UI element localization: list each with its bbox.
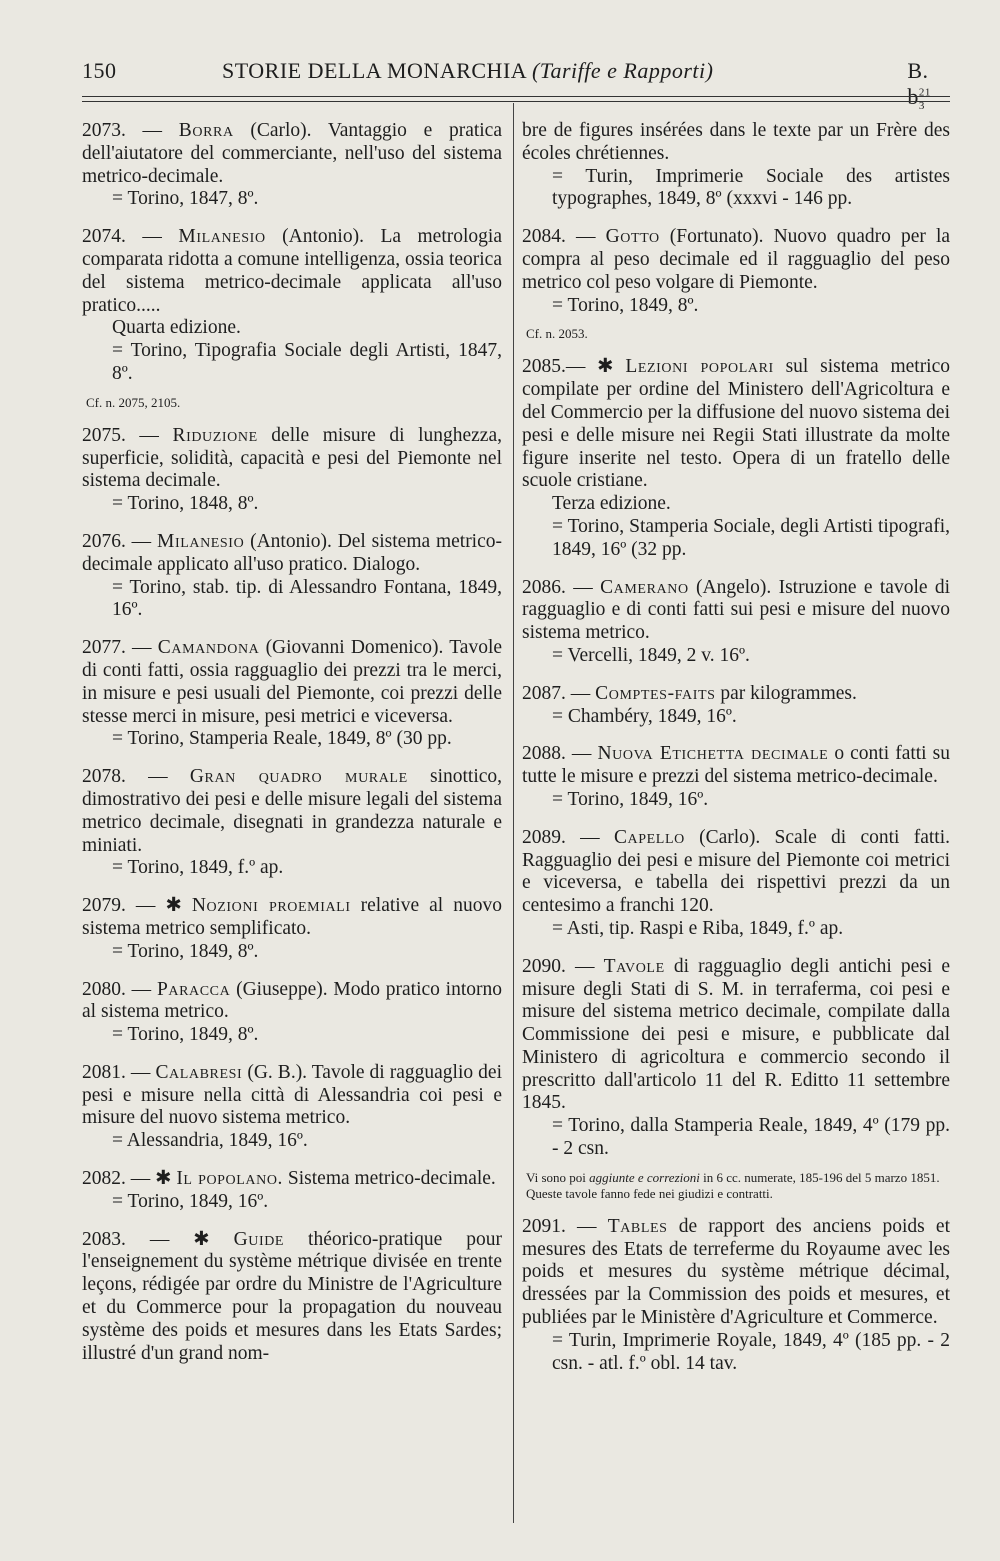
- entry-imprint: = Asti, tip. Raspi e Riba, 1849, f.º ap.: [552, 917, 844, 939]
- entry-heading: Guide: [233, 1228, 285, 1250]
- note-text: Queste tavole fanno fede nei giudizi e contratti.: [526, 1185, 773, 1201]
- signature-text: B. b: [907, 58, 929, 109]
- note-text: Vi sono poi: [526, 1169, 590, 1185]
- entry-2077: [82, 637, 502, 751]
- entry-number: 2083. — ✱: [82, 1228, 210, 1250]
- entry-heading: Tavole: [603, 955, 665, 977]
- footnote-aggiunte: [526, 1170, 950, 1202]
- entry-imprint: = Torino, Stamperia Sociale, degli Artisti tipografi, 1849, 16º (32 pp.: [552, 515, 950, 560]
- entry-2074: [82, 226, 502, 386]
- entry-imprint: = Torino, dalla Stamperia Reale, 1849, 4º (179 pp. - 2 csn.: [552, 1115, 950, 1160]
- entry-body: di ragguaglio degli antichi pesi e misure degli Stati di S. M. in terraferma, coi pesi e misure del sistema metrico decimale, compilate dalla Commissione dei pesi e misure, e pubblicate dal Ministero di agricoltura e commercio secondo il prescritto dall'articolo 11 del R. Editto 11 settembre 1845.: [522, 955, 951, 1114]
- entry-2090: [522, 956, 950, 1161]
- entry-imprint: = Torino, Stamperia Reale, 1849, 8º (30 pp.: [112, 728, 452, 750]
- header-rule: [82, 96, 950, 97]
- entry-number: 2090. —: [522, 955, 595, 977]
- entry-heading: Comptes-faits: [595, 682, 716, 704]
- entry-body: sul sistema metrico compilate per ordine del Ministero dell'Agricoltura e del Commercio per la diffusione del nuovo sistema dei pesi e delle misure nei Regii Stati illustrate da molte figure inserite nel testo. Opera di un fratello delle scuole cristiane.: [522, 356, 951, 492]
- entry-body: relative al nuovo sistema metrico semplificato.: [82, 895, 502, 939]
- entry-body: delle misure di lunghezza, superficie, solidità, capacità e pesi del Piemonte nel sistema decimale.: [82, 424, 502, 492]
- entry-edition: Terza edizione.: [552, 493, 671, 515]
- entry-imprint: = Torino, 1849, 16º.: [112, 1190, 269, 1212]
- entry-heading: Milanesio: [178, 226, 266, 248]
- entry-body: (Carlo). Vantaggio e pratica dell'aiutatore del commerciante, nell'uso del sistema metrico-decimale.: [82, 120, 502, 187]
- entry-imprint: = Turin, Imprimerie Royale, 1849, 4º (185 pp. - 2 csn. - atl. f.º obl. 14 tav.: [552, 1329, 950, 1374]
- entry-number: 2075. —: [82, 424, 159, 446]
- entry-2076: [82, 531, 502, 622]
- entry-imprint: = Chambéry, 1849, 16º.: [552, 705, 737, 727]
- entry-body: (Antonio). Del sistema metrico-decimale applicato all'uso pratico. Dialogo.: [82, 530, 503, 575]
- entry-heading: Paracca: [156, 978, 231, 1000]
- entry-body: (Fortunato). Nuovo quadro per la compra al peso decimale ed il ragguaglio del peso metrico col peso volgare di Piemonte.: [522, 226, 951, 293]
- entry-body: Sistema metrico-decimale.: [283, 1168, 496, 1190]
- entry-heading: Camandona: [157, 637, 260, 659]
- entry-imprint: = Torino, 1849, 8º.: [112, 1024, 259, 1046]
- signature-sub: 3: [918, 100, 925, 113]
- entry-body: théorico-pratique pour l'enseignement du système métrique divisée en trente leçons, rédigée par ordre du Ministre de l'Agriculture et du Commerce pour la propagation du nouveau système des poids et mesures dans les Etats Sardes; illustré d'un grand nom-: [82, 1228, 503, 1364]
- header-rule-thin: [82, 101, 950, 102]
- entry-number: 2081. —: [82, 1061, 151, 1083]
- entry-heading: Riduzione: [172, 424, 258, 446]
- entry-body: bre de figures insérées dans le texte par un Frère des écoles chrétiennes.: [522, 120, 950, 164]
- entry-edition: Quarta edizione.: [112, 317, 241, 339]
- entry-body: sinottico, dimostrativo dei pesi e delle misure legali del sistema metrico decimale, disegnati in grandezza naturale e miniati.: [82, 766, 503, 856]
- entry-2080: [82, 979, 502, 1047]
- entry-imprint: = Vercelli, 1849, 2 v. 16º.: [552, 644, 750, 666]
- entry-imprint: = Torino, Tipografia Sociale degli Artisti, 1847, 8º.: [112, 340, 502, 384]
- signature-sup: 21: [918, 86, 931, 99]
- entry-heading: Calabresi: [155, 1061, 243, 1083]
- entry-body: (Angelo). Istruzione e tavole di ragguaglio e di conti fatti sui pesi e misure del nuovo sistema metrico.: [522, 576, 951, 644]
- entry-number: 2087. —: [522, 682, 591, 704]
- entry-heading: Nozioni proemiali: [191, 895, 351, 917]
- entry-2073: [82, 120, 502, 211]
- note-italic: aggiunte e correzioni: [589, 1169, 700, 1185]
- page-number: 150: [82, 58, 117, 83]
- entry-number: 2073. —: [82, 120, 163, 141]
- entry-heading: Tables: [607, 1215, 668, 1237]
- entry-body: par kilogrammes.: [715, 682, 857, 704]
- entry-heading: Lezioni popolari: [625, 356, 774, 378]
- entry-number: 2076. —: [82, 530, 152, 552]
- column-divider: [513, 103, 514, 1523]
- entry-heading: Borra: [178, 120, 234, 141]
- entry-number: 2079. — ✱: [82, 895, 182, 917]
- entry-2075: [82, 425, 502, 516]
- entry-2083: [82, 1229, 502, 1366]
- note-text: in 6 cc. numerate, 185-196 del 5 marzo 1851.: [699, 1169, 940, 1185]
- entry-number: 2078. —: [82, 766, 168, 788]
- entry-body: de rapport des anciens poids et mesures des Etats de terreferme du Royaume avec les poids et mesures du système métrique décimal, dressées par la Commission des poids et mesures, et publiées par le Ministère d'Agriculture et Commerce.: [522, 1215, 950, 1329]
- running-title-main: STORIE DELLA MONARCHIA: [222, 58, 526, 83]
- entry-number: 2091. —: [522, 1215, 597, 1237]
- entry-heading: Il popolano.: [176, 1168, 284, 1190]
- entry-2083-continued: [522, 120, 950, 211]
- entry-body: (Giuseppe). Modo pratico intorno al sistema metrico.: [82, 978, 503, 1023]
- entry-body: (Antonio). La metrologia comparata ridotta a comune intelligenza, ossia teorica del sistema metrico-decimale applicata all'uso pratico.....: [82, 226, 502, 316]
- entry-2082: [82, 1168, 502, 1214]
- entry-imprint: = Torino, 1848, 8º.: [112, 493, 259, 515]
- entry-2088: [522, 743, 950, 811]
- entry-imprint: = Torino, 1847, 8º.: [112, 188, 259, 210]
- entry-number: 2080. —: [82, 978, 152, 1000]
- entry-heading: Gran quadro murale: [189, 766, 408, 788]
- entry-2078: [82, 766, 502, 880]
- left-column: [82, 120, 502, 1380]
- signature-mark: [907, 58, 952, 112]
- entry-imprint: = Alessandria, 1849, 16º.: [112, 1130, 308, 1152]
- running-title-sub: (Tariffe e Rapporti): [531, 58, 714, 83]
- entry-number: 2082. — ✱: [82, 1168, 172, 1190]
- entry-number: 2088. —: [522, 743, 592, 765]
- entry-number: 2089. —: [522, 826, 600, 848]
- entry-imprint: = Turin, Imprimerie Sociale des artistes typographes, 1849, 8º (xxxvi - 146 pp.: [552, 165, 950, 210]
- entry-imprint: = Torino, stab. tip. di Alessandro Fontana, 1849, 16º.: [112, 576, 502, 621]
- entry-heading: Camerano: [600, 576, 689, 598]
- entry-heading: Milanesio: [157, 530, 245, 552]
- entry-body: o conti fatti su tutte le misure e prezzi del sistema metrico-decimale.: [522, 743, 950, 788]
- entry-body: (Giovanni Domenico). Tavole di conti fatti, ossia ragguaglio dei prezzi tra le merci, in misure e pesi usuali del Piemonte, coi prezzi delle stesse merci in misure, pesi metrici e viceversa.: [82, 637, 503, 727]
- right-column: [522, 120, 950, 1390]
- entry-heading: Nuova Etichetta decimale: [597, 743, 829, 765]
- entry-imprint: = Torino, 1849, 16º.: [552, 788, 709, 810]
- entry-body: (G. B.). Tavole di ragguaglio dei pesi e misure nella città di Alessandria coi pesi e misure del nuovo sistema metrico.: [82, 1061, 502, 1129]
- entry-2086: [522, 577, 950, 668]
- entry-number: 2084. —: [522, 226, 596, 248]
- entry-imprint: = Torino, 1849, 8º.: [112, 940, 259, 962]
- entry-imprint: = Torino, 1849, f.º ap.: [112, 857, 284, 879]
- entry-2081: [82, 1062, 502, 1153]
- running-header: [82, 58, 952, 113]
- entry-2079: [82, 895, 502, 963]
- entry-2087: [522, 683, 950, 729]
- entry-2091: [522, 1216, 950, 1376]
- entry-number: 2074. —: [82, 226, 162, 248]
- cross-reference-note: Cf. n. 2053.: [526, 326, 588, 342]
- running-title: [222, 58, 713, 84]
- entry-heading: Gotto: [605, 226, 660, 248]
- entry-body: (Carlo). Scale di conti fatti. Ragguaglio dei pesi e misure del Piemonte coi metrici e viceversa, e tabella dei rispettivi prezzi da un centesimo a franchi 120.: [522, 826, 951, 917]
- cross-reference-note: Cf. n. 2075, 2105.: [86, 394, 181, 410]
- entry-heading: Capello: [613, 826, 685, 848]
- entry-2084: [522, 226, 950, 317]
- entry-number: 2077. —: [82, 637, 152, 659]
- entry-imprint: = Torino, 1849, 8º.: [552, 294, 699, 316]
- entry-2089: [522, 827, 950, 941]
- entry-2085: [522, 356, 950, 561]
- entry-number: 2086. —: [522, 576, 593, 598]
- entry-number: 2085.— ✱: [522, 356, 614, 378]
